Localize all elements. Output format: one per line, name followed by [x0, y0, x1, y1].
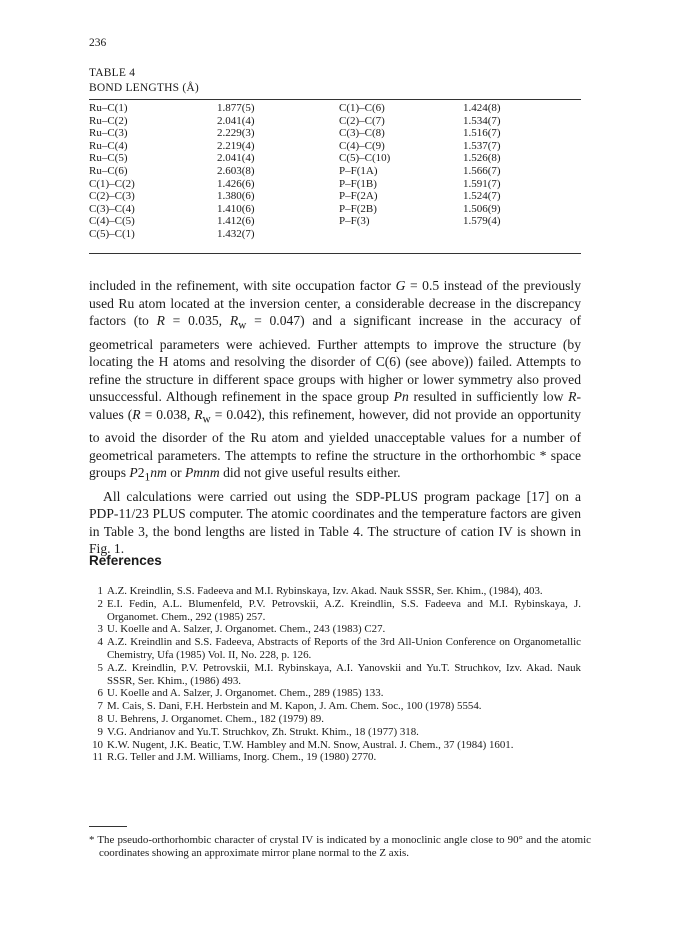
length-cell: 1.506(9): [463, 202, 501, 215]
reference-text: V.G. Andrianov and Yu.T. Struchkov, Zh. Strukt. Khim., 18 (1977) 318.: [107, 725, 419, 738]
length-cell: 2.219(4): [217, 139, 255, 152]
bond-cell: C(3)–C(4): [89, 202, 135, 215]
text-run: = 0.038,: [140, 406, 195, 422]
length-cell: 1.591(7): [463, 177, 501, 190]
bond-cell: C(4)–C(9): [339, 139, 385, 152]
paragraph-calculations: All calculations were carried out using the SDP-PLUS program package [17] on a PDP-11/23 PLUS computer. The atomic coordinates and the temperature factors are given in Table 3, the bond lengths are listed in Table 4. The structure of cation IV is shown in Fig. 1.: [89, 488, 581, 557]
reference-item: [89, 636, 581, 662]
symbol-g: G: [395, 278, 406, 293]
length-cell: 1.380(6): [217, 190, 255, 203]
reference-text: E.I. Fedin, A.L. Blumenfeld, P.V. Petrovskii, A.Z. Kreindlin, S.S. Fadeeva and M.I. Rybinskaya, J. Organomet. Chem., 292 (1985) 257.: [107, 597, 581, 623]
table-row: [89, 165, 581, 178]
bond-cell: C(3)–C(8): [339, 127, 385, 140]
reference-item: [89, 700, 581, 713]
symbol-r: R: [568, 389, 577, 405]
length-cell: 1.516(7): [463, 127, 501, 140]
reference-item: [89, 662, 581, 688]
length-cell: 1.426(6): [217, 177, 255, 190]
length-cell: 1.432(7): [217, 227, 255, 240]
reference-number: 3: [97, 623, 103, 636]
space-group: Pmnm: [184, 465, 220, 481]
bond-cell: P–F(2B): [339, 202, 377, 215]
bond-cell: C(2)–C(7): [339, 114, 385, 127]
footnote: * The pseudo-orthorhombic character of crystal IV is indicated by a monoclinic angle close to 90° and the atomic coordinates showing an approximate mirror plane normal to the Z axis.: [89, 834, 591, 859]
page-number: 236: [89, 37, 107, 49]
table-row: [89, 215, 581, 228]
length-cell: [463, 228, 581, 241]
reference-text: U. Koelle and A. Salzer, J. Organomet. Chem., 243 (1983) C27.: [107, 623, 386, 636]
body-text: [89, 277, 581, 558]
reference-item: [89, 739, 581, 752]
table-row: [89, 102, 581, 115]
bond-cell: C(5)–C(1): [89, 227, 135, 240]
symbol-r: R: [229, 313, 239, 329]
bond-cell: Ru–C(4): [89, 139, 128, 152]
bond-cell: Ru–C(5): [89, 152, 128, 165]
reference-item: [89, 687, 581, 700]
reference-item: [89, 726, 581, 739]
text-run: = 0.035,: [164, 313, 230, 329]
reference-text: A.Z. Kreindlin, S.S. Fadeeva and M.I. Rybinskaya, Izv. Akad. Nauk SSSR, Ser. Khim., (1984), 403.: [107, 585, 543, 597]
reference-item: [89, 713, 581, 726]
subscript-1: 1: [144, 472, 151, 485]
table-row: [89, 152, 581, 165]
reference-number: 2: [97, 597, 103, 610]
bond-cell: C(4)–C(5): [89, 215, 135, 228]
text-run: -values (: [89, 389, 581, 422]
reference-item: [89, 623, 581, 636]
bond-cell: P–F(1A): [339, 164, 378, 177]
length-cell: 1.526(8): [463, 152, 501, 165]
reference-number: 5: [97, 661, 103, 674]
bond-cell: P–F(1B): [339, 177, 377, 190]
bond-cell: P–F(3): [339, 215, 370, 228]
length-cell: 1.537(7): [463, 139, 501, 152]
space-group: P: [129, 465, 138, 481]
bond-cell: P–F(2A): [339, 190, 378, 203]
bond-cell: C(2)–C(3): [89, 190, 135, 203]
bond-cell: C(5)–C(10): [339, 152, 391, 165]
length-cell: 1.424(8): [463, 102, 501, 114]
table-row: [89, 228, 581, 241]
reference-number: 11: [92, 751, 103, 764]
table-row: [89, 190, 581, 203]
reference-text: U. Koelle and A. Salzer, J. Organomet. Chem., 289 (1985) 133.: [107, 687, 384, 700]
references-list: [89, 585, 581, 764]
space-group: 2: [137, 465, 145, 481]
reference-text: M. Cais, S. Dani, F.H. Herbstein and M. Kapon, J. Am. Chem. Soc., 100 (1978) 5554.: [107, 700, 482, 713]
text-run: = 0.042), this refinement, however, did not provide an opportunity to avoid the disorder of the Ru atom and yielded unacceptable values for a number of geometrical parameters. The attempts to refine the structure in the orthorhombic * space groups: [89, 406, 582, 481]
reference-text: A.Z. Kreindlin and S.S. Fadeeva, Abstracts of Reports of the 3rd All-Union Conference on Organometallic Chemistry, Ufa (1985) Vol. II, No. 228, p. 126.: [107, 636, 581, 661]
reference-number: 4: [97, 636, 103, 649]
reference-text: A.Z. Kreindlin, P.V. Petrovskii, M.I. Rybinskaya, A.I. Yanovskii and Yu.T. Struchkov, Izv. Akad. Nauk SSSR, Ser. Khim., (1986) 493.: [107, 661, 581, 687]
reference-number: 8: [97, 712, 103, 725]
length-cell: 1.877(5): [217, 102, 255, 114]
table-top-rule: [89, 99, 581, 100]
length-cell: 2.041(4): [217, 114, 255, 127]
bond-cell: C(1)–C(2): [89, 177, 135, 190]
bond-lengths-table: [89, 102, 581, 241]
table-row: [89, 127, 581, 140]
reference-text: R.G. Teller and J.M. Williams, Inorg. Chem., 19 (1980) 2770.: [107, 751, 377, 764]
length-cell: 2.229(3): [217, 127, 255, 140]
reference-item: [89, 585, 581, 598]
length-cell: 1.410(6): [217, 202, 255, 215]
space-group: nm: [150, 465, 167, 481]
reference-number: 7: [97, 700, 103, 713]
text-run: included in the refinement, with site occupation factor: [89, 278, 396, 293]
table-bottom-rule: [89, 253, 581, 254]
subscript-w: w: [202, 413, 211, 426]
bond-cell: Ru–C(1): [89, 102, 128, 114]
text-run: resulted in sufficiently low: [408, 389, 569, 405]
bond-cell: Ru–C(6): [89, 164, 128, 177]
table-subtitle: BOND LENGTHS (Å): [89, 82, 199, 94]
reference-number: 6: [97, 687, 103, 700]
bond-cell: [339, 228, 463, 241]
references-heading: References: [89, 553, 162, 568]
reference-item: [89, 751, 581, 764]
table-row: [89, 115, 581, 128]
space-group: Pn: [393, 389, 409, 405]
paragraph-refinement: [89, 277, 581, 488]
length-cell: 2.041(4): [217, 152, 255, 165]
subscript-w: w: [238, 319, 247, 332]
reference-text: U. Behrens, J. Organomet. Chem., 182 (1979) 89.: [107, 712, 324, 725]
length-cell: 1.524(7): [463, 190, 501, 203]
symbol-r: R: [132, 406, 141, 422]
text-run: or: [166, 465, 185, 481]
symbol-r: R: [194, 406, 203, 422]
length-cell: 1.412(6): [217, 215, 255, 228]
reference-number: 10: [92, 738, 103, 751]
bond-cell: Ru–C(2): [89, 114, 128, 127]
length-cell: 1.534(7): [463, 114, 501, 127]
reference-text: K.W. Nugent, J.K. Beatic, T.W. Hambley and M.N. Snow, Austral. J. Chem., 37 (1984) 1601.: [107, 738, 514, 751]
bond-cell: Ru–C(3): [89, 127, 128, 140]
length-cell: 2.603(8): [217, 164, 255, 177]
table-row: [89, 140, 581, 153]
table-row: [89, 203, 581, 216]
length-cell: 1.579(4): [463, 215, 501, 228]
reference-item: [89, 598, 581, 624]
footnote-rule: [89, 826, 127, 827]
reference-number: 1: [97, 585, 103, 597]
text-run: did not give useful results either.: [219, 465, 401, 481]
table-title: TABLE 4: [89, 67, 136, 79]
text-run: = 0.5 instead of the previously used Ru atom located at the inversion center, a considerable decrease in the discrepancy factors (to: [89, 278, 582, 329]
table-row: [89, 178, 581, 191]
text-run: = 0.047) and a significant increase in the accuracy of geometrical parameters were achieved. Further attempts to improve the structure (by locating the H atoms and resolving the disorder of C(6) (see above)) failed. Attempts to refine the structure in different space groups with higher or lower symmetry also proved unsuccessful. Although refinement in the space group: [89, 313, 581, 405]
reference-number: 9: [97, 725, 103, 738]
bond-cell: C(1)–C(6): [339, 102, 385, 114]
symbol-r: R: [156, 313, 165, 329]
length-cell: 1.566(7): [463, 164, 501, 177]
